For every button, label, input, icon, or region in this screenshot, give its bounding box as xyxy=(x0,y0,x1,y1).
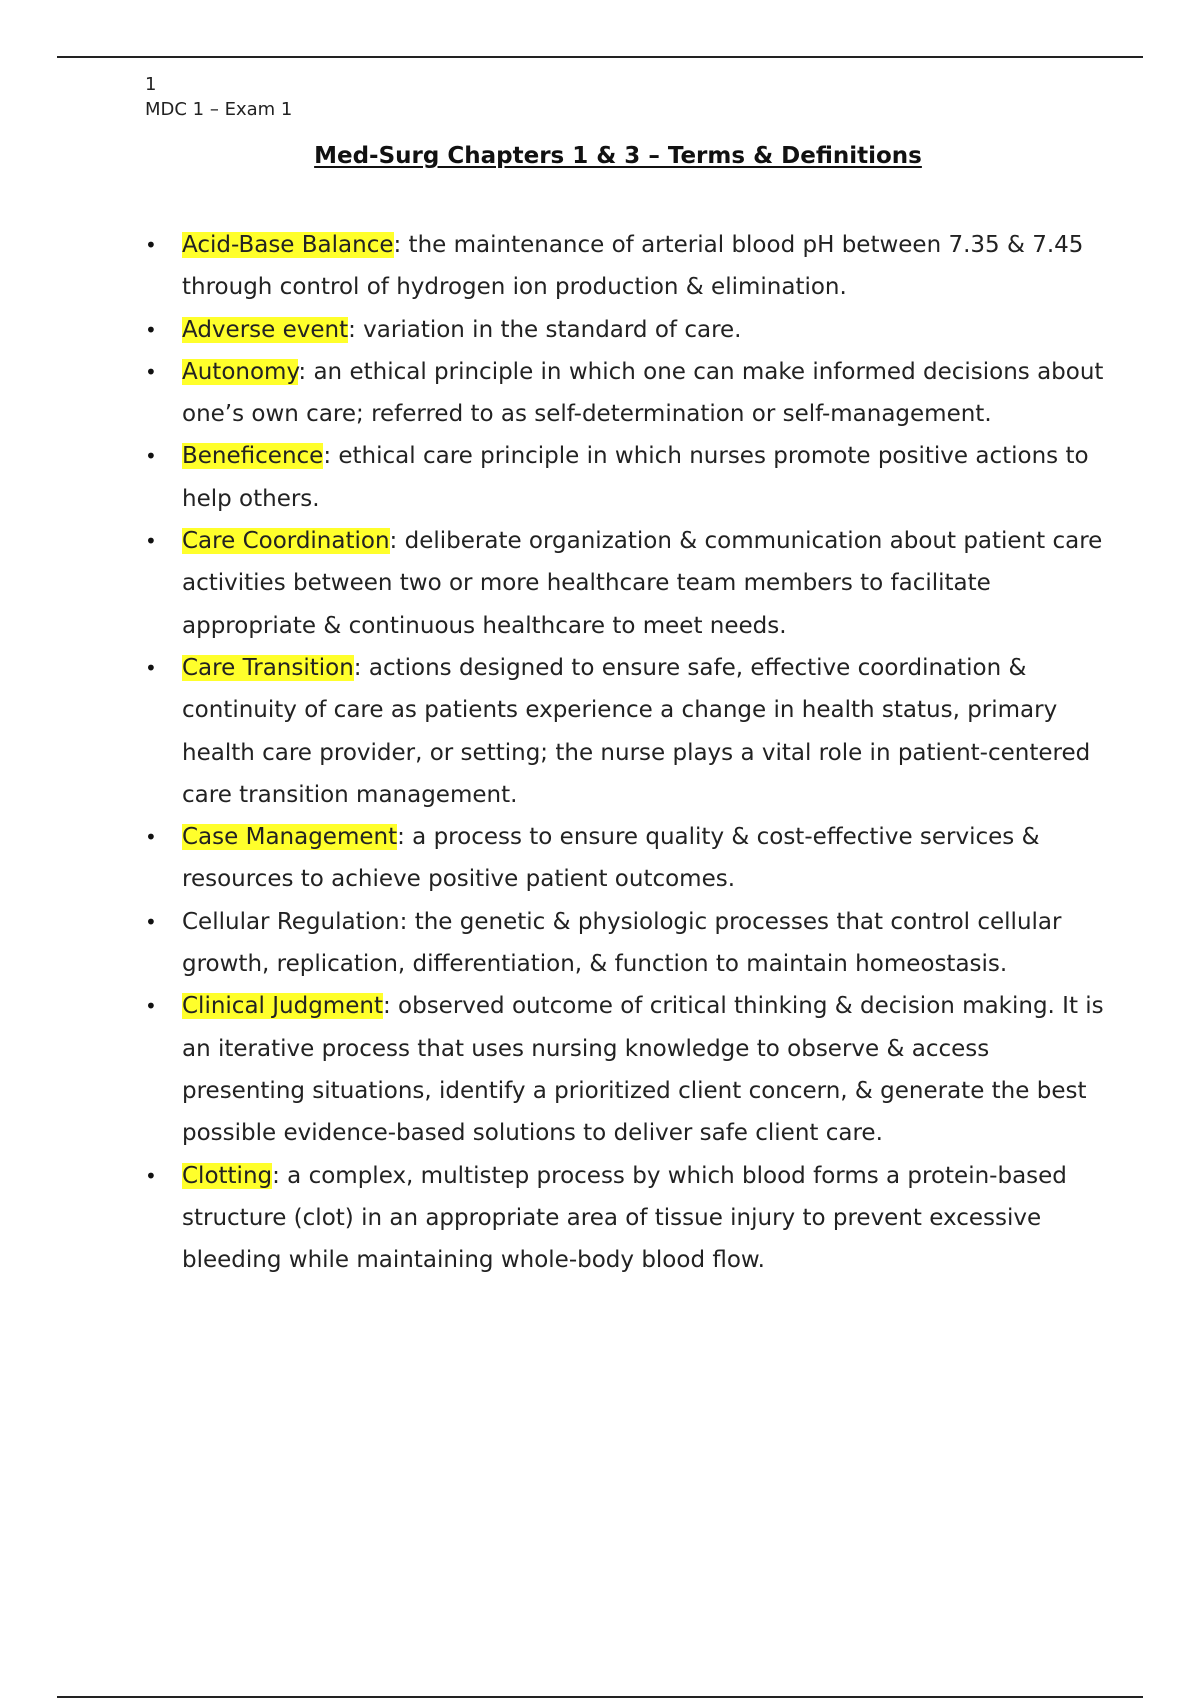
course-label: MDC 1 – Exam 1 xyxy=(145,99,293,120)
term-label: Cellular Regulation xyxy=(182,908,400,935)
term-item xyxy=(145,816,1105,901)
bullet-icon: • xyxy=(145,1163,157,1188)
term-definition: : the maintenance of arterial blood pH between 7.35 & 7.45 through control of hydrogen ion production & elimination. xyxy=(182,232,1084,301)
term-definition: : observed outcome of critical thinking & decision making. It is an iterative process that uses nursing knowledge to observe & access presenting situations, identify a prioritized client concern, & generate the best possible evidence-based solutions to deliver safe client care. xyxy=(182,993,1104,1147)
term-definition: : deliberate organization & communication about patient care activities between two or more healthcare team members to facilitate appropriate & continuous healthcare to meet needs. xyxy=(182,528,1103,639)
page-header xyxy=(145,72,292,122)
term-definition: : actions designed to ensure safe, effective coordination & continuity of care as patients experience a change in health status, primary health care provider, or setting; the nurse plays a vital role in patient-centered care transition management. xyxy=(182,654,1091,808)
term-label: Care Coordination xyxy=(182,528,390,555)
bottom-rule xyxy=(57,1696,1143,1698)
term-item xyxy=(145,901,1105,986)
top-rule xyxy=(57,56,1143,58)
bullet-icon: • xyxy=(145,359,157,384)
term-item xyxy=(145,224,1105,309)
bullet-icon: • xyxy=(145,444,157,469)
bullet-icon: • xyxy=(145,909,157,934)
bullet-icon: • xyxy=(145,825,157,850)
terms-list xyxy=(145,224,1105,1281)
term-item xyxy=(145,309,1105,351)
term-item xyxy=(145,520,1105,647)
bullet-icon: • xyxy=(145,233,157,257)
term-definition: : ethical care principle in which nurses promote positive actions to help others. xyxy=(182,443,1089,512)
term-item xyxy=(145,435,1105,520)
bullet-icon: • xyxy=(145,529,157,554)
bullet-icon: • xyxy=(145,655,157,680)
term-label: Autonomy xyxy=(182,358,299,385)
term-label: Adverse event xyxy=(182,316,349,343)
term-label: Case Management xyxy=(182,824,398,851)
term-label: Care Transition xyxy=(182,654,354,681)
term-definition: : the genetic & physiologic processes that control cellular growth, replication, differentiation, & function to maintain homeostasis. xyxy=(182,908,1062,978)
document-title: Med-Surg Chapters 1 & 3 – Terms & Definitions xyxy=(314,143,922,169)
term-definition: : an ethical principle in which one can make informed decisions about one’s own care; referred to as self-determination or self-management. xyxy=(182,358,1104,428)
page-number: 1 xyxy=(145,74,157,95)
term-definition: : variation in the standard of care. xyxy=(348,316,742,343)
term-definition: : a process to ensure quality & cost-effective services & resources to achieve positive patient outcomes. xyxy=(182,824,1040,893)
term-label: Acid-Base Balance xyxy=(182,232,394,258)
bullet-icon: • xyxy=(145,994,157,1019)
term-item xyxy=(145,351,1105,436)
term-label: Clotting xyxy=(182,1162,273,1189)
term-item xyxy=(145,1155,1105,1282)
term-item xyxy=(145,985,1105,1154)
term-item xyxy=(145,647,1105,816)
bullet-icon: • xyxy=(145,317,157,342)
term-label: Beneficence xyxy=(182,443,324,470)
term-label: Clinical Judgment xyxy=(182,993,383,1020)
term-definition: : a complex, multistep process by which blood forms a protein-based structure (clot) in an appropriate area of tissue injury to prevent excessive bleeding while maintaining whole-body blood flow. xyxy=(182,1162,1067,1274)
